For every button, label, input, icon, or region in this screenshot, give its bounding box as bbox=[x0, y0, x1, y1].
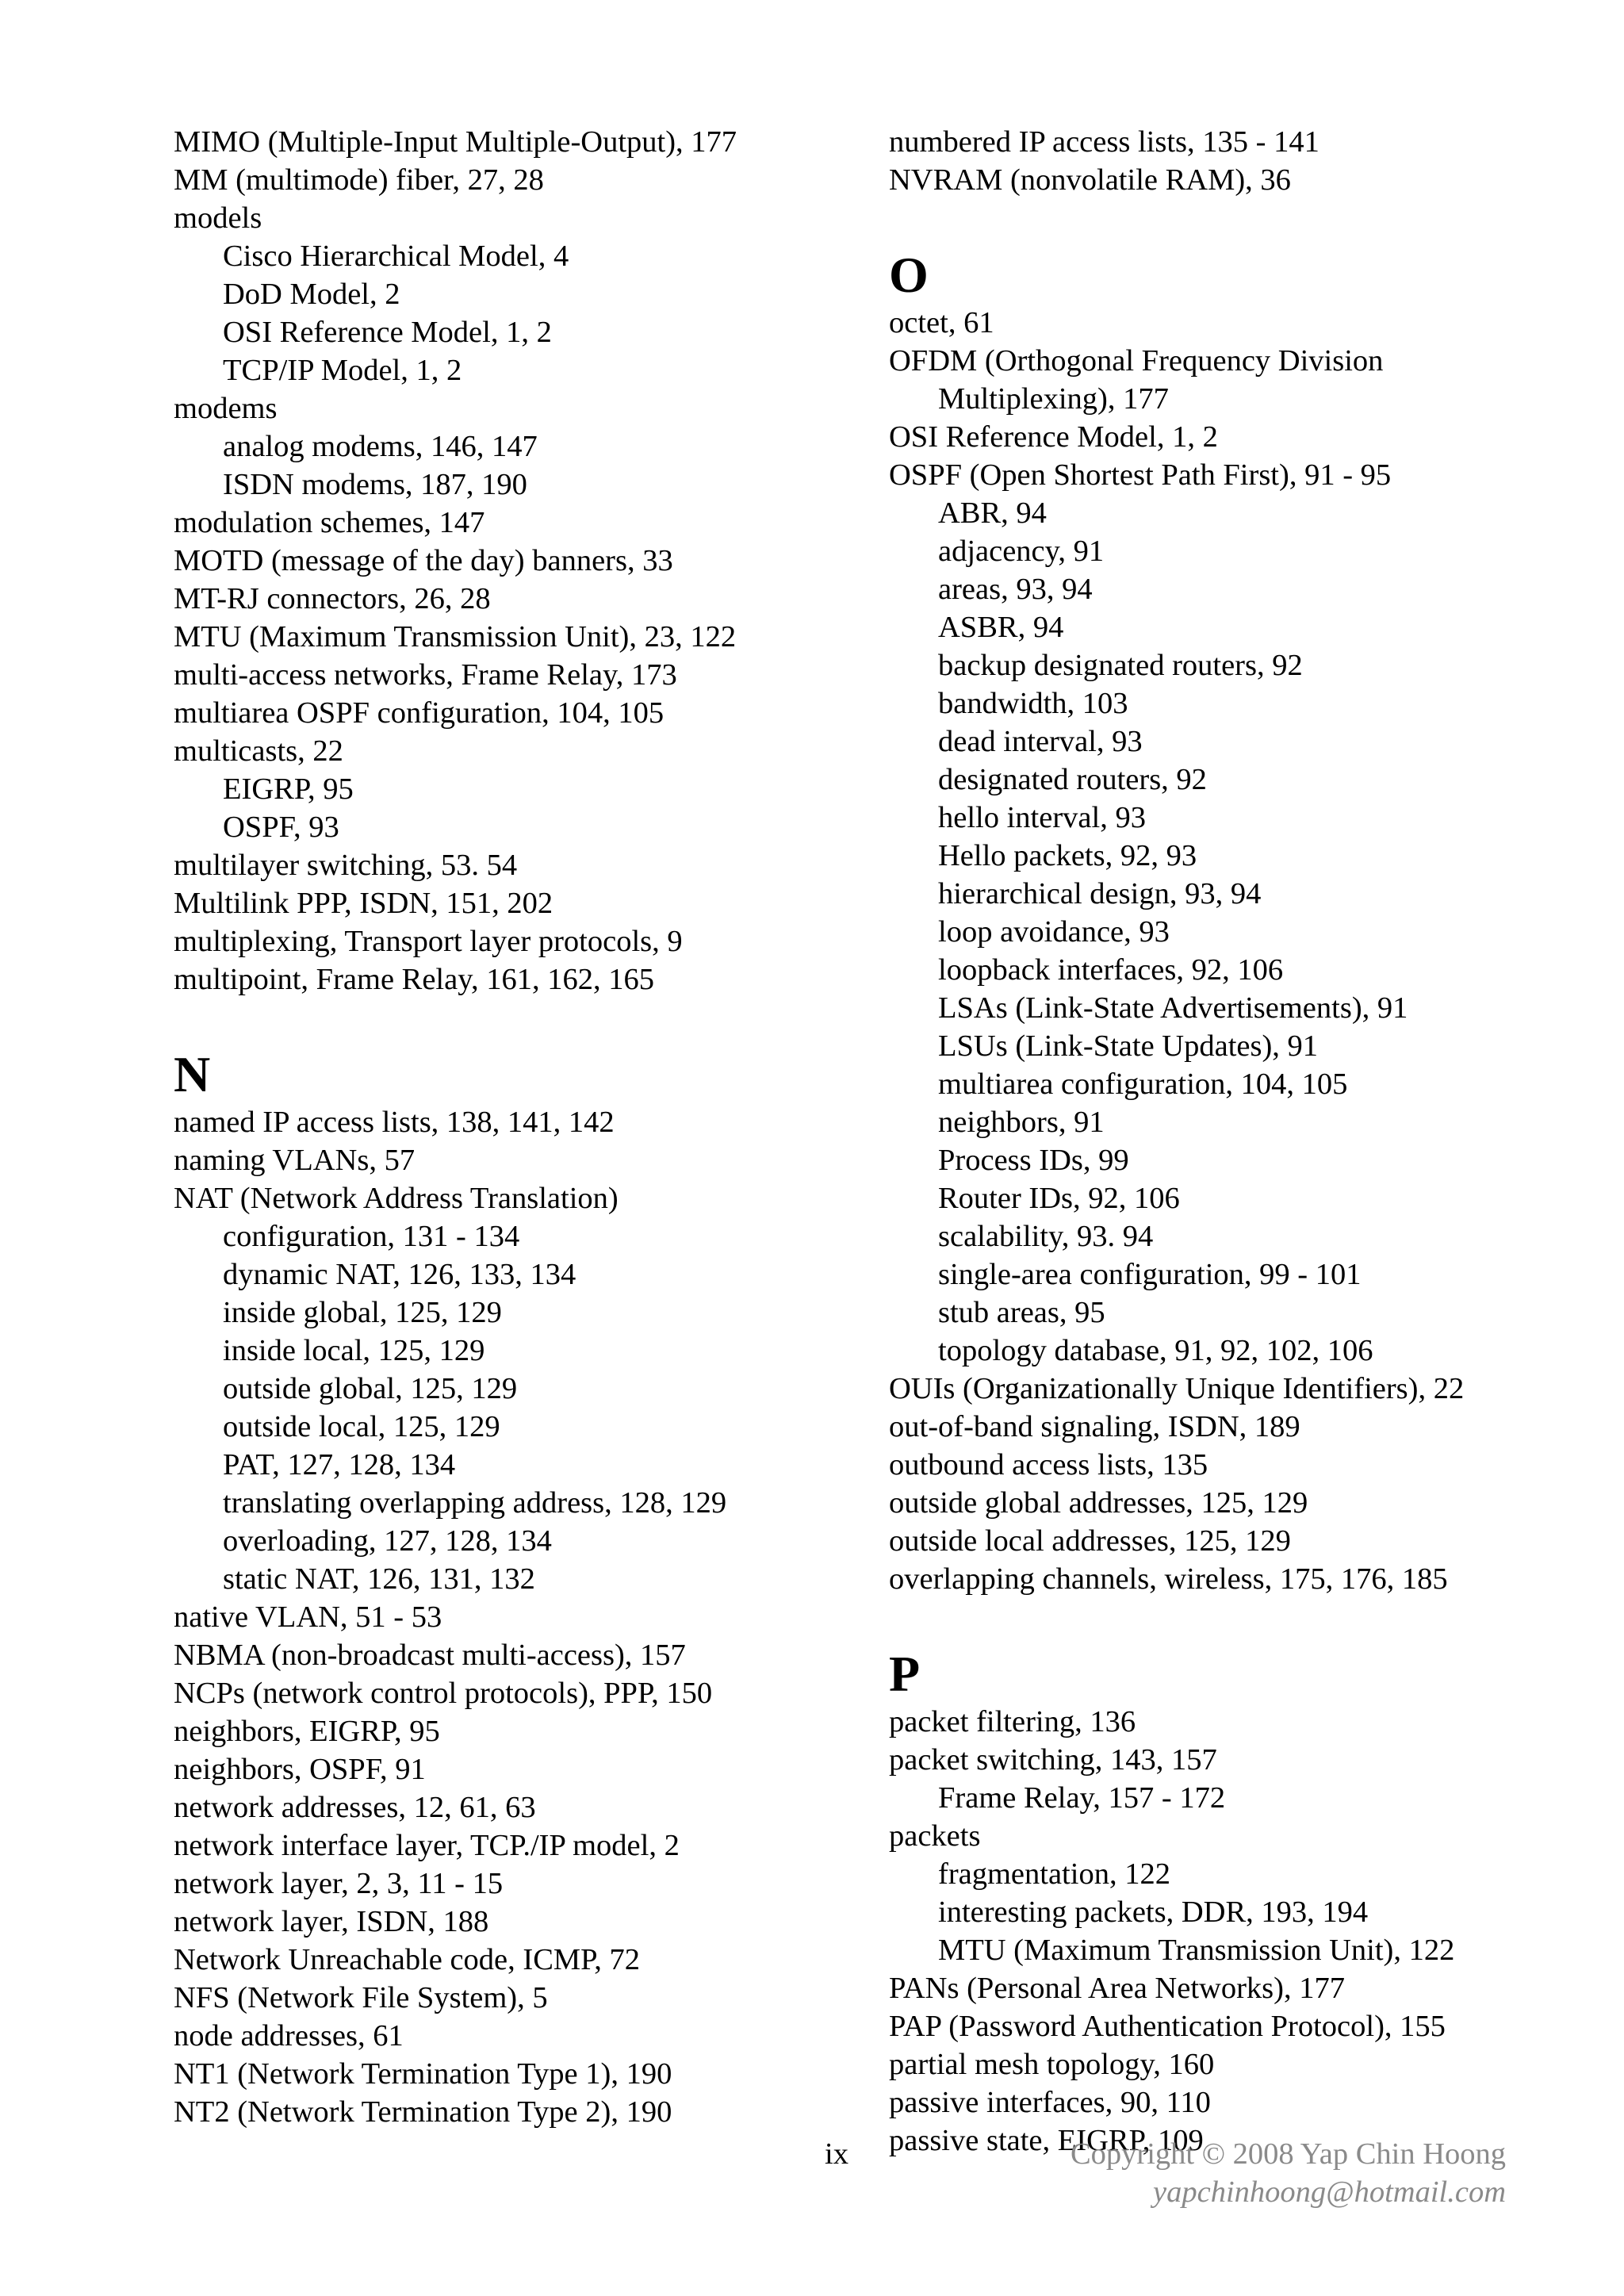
index-entry: passive interfaces, 90, 110 bbox=[889, 2086, 1211, 2119]
index-subentry: designated routers, 92 bbox=[938, 763, 1207, 796]
footer bbox=[1071, 2135, 1506, 2211]
index-entry: outside global addresses, 125, 129 bbox=[889, 1486, 1308, 1520]
index-entry: network addresses, 12, 61, 63 bbox=[174, 1791, 536, 1824]
index-subentry: dead interval, 93 bbox=[938, 725, 1143, 758]
index-subentry: hello interval, 93 bbox=[938, 801, 1146, 834]
index-subentry: ABR, 94 bbox=[938, 496, 1047, 530]
footer-copyright: Copyright © 2008 Yap Chin Hoong bbox=[1070, 2137, 1506, 2171]
index-entry: MTU (Maximum Transmission Unit), 23, 122 bbox=[174, 620, 737, 654]
index-column-left bbox=[174, 123, 840, 2131]
section-spacer bbox=[889, 199, 1555, 237]
index-entry: out-of-band signaling, ISDN, 189 bbox=[889, 1410, 1300, 1443]
index-entry: modems bbox=[174, 392, 278, 425]
index-entry: NVRAM (nonvolatile RAM), 36 bbox=[889, 163, 1291, 197]
index-subentry: outside global, 125, 129 bbox=[223, 1372, 518, 1405]
index-entry: naming VLANs, 57 bbox=[174, 1144, 416, 1177]
index-subentry: topology database, 91, 92, 102, 106 bbox=[938, 1334, 1373, 1367]
section-spacer bbox=[889, 1598, 1555, 1636]
index-subentry: Process IDs, 99 bbox=[938, 1144, 1129, 1177]
index-entry: modulation schemes, 147 bbox=[174, 506, 485, 539]
index-entry: multiarea OSPF configuration, 104, 105 bbox=[174, 696, 665, 730]
index-subentry: PAT, 127, 128, 134 bbox=[223, 1448, 456, 1481]
index-entry: overlapping channels, wireless, 175, 176, 185 bbox=[889, 1562, 1448, 1596]
index-entry: MIMO (Multiple-Input Multiple-Output), 177 bbox=[174, 125, 737, 159]
index-entry: OUIs (Organizationally Unique Identifiers), 22 bbox=[889, 1372, 1465, 1405]
index-entry: multi-access networks, Frame Relay, 173 bbox=[174, 658, 677, 692]
section-spacer bbox=[174, 999, 840, 1037]
index-subentry: multiarea configuration, 104, 105 bbox=[938, 1068, 1348, 1101]
index-entry: OSI Reference Model, 1, 2 bbox=[889, 420, 1218, 454]
index-entry: neighbors, OSPF, 91 bbox=[174, 1753, 426, 1786]
index-subentry: ISDN modems, 187, 190 bbox=[223, 468, 527, 501]
index-entry: outside local addresses, 125, 129 bbox=[889, 1524, 1291, 1558]
index-subentry: EIGRP, 95 bbox=[223, 772, 354, 806]
index-subentry: areas, 93, 94 bbox=[938, 573, 1093, 606]
index-entry: OFDM (Orthogonal Frequency Division bbox=[889, 344, 1384, 378]
index-entry: numbered IP access lists, 135 - 141 bbox=[889, 125, 1320, 159]
footer-email: yapchinhoong@hotmail.com bbox=[1153, 2175, 1506, 2209]
index-subentry: overloading, 127, 128, 134 bbox=[223, 1524, 552, 1558]
index-entry: packet filtering, 136 bbox=[889, 1705, 1136, 1738]
index-entry: octet, 61 bbox=[889, 306, 994, 339]
index-entry: multilayer switching, 53. 54 bbox=[174, 849, 518, 882]
index-entry: NAT (Network Address Translation) bbox=[174, 1182, 619, 1215]
index-subentry: DoD Model, 2 bbox=[223, 278, 400, 311]
index-entry: multipoint, Frame Relay, 161, 162, 165 bbox=[174, 963, 654, 996]
index-column-right bbox=[889, 123, 1555, 2160]
index-subentry: inside local, 125, 129 bbox=[223, 1334, 485, 1367]
page-number: ix bbox=[825, 2137, 848, 2171]
index-subentry: LSUs (Link-State Updates), 91 bbox=[938, 1029, 1319, 1063]
index-entry: partial mesh topology, 160 bbox=[889, 2048, 1215, 2081]
index-entry: NT2 (Network Termination Type 2), 190 bbox=[174, 2095, 672, 2129]
index-entry: NFS (Network File System), 5 bbox=[174, 1981, 548, 2014]
index-subentry: Cisco Hierarchical Model, 4 bbox=[223, 240, 569, 273]
index-subentry: static NAT, 126, 131, 132 bbox=[223, 1562, 535, 1596]
index-subentry: analog modems, 146, 147 bbox=[223, 430, 538, 463]
index-subentry: loop avoidance, 93 bbox=[938, 915, 1170, 949]
index-subentry: Hello packets, 92, 93 bbox=[938, 839, 1197, 872]
index-subentry: loopback interfaces, 92, 106 bbox=[938, 953, 1284, 987]
index-entry: network layer, ISDN, 188 bbox=[174, 1905, 489, 1938]
index-subentry: interesting packets, DDR, 193, 194 bbox=[938, 1895, 1369, 1929]
index-subentry: MTU (Maximum Transmission Unit), 122 bbox=[938, 1934, 1455, 1967]
index-subentry: backup designated routers, 92 bbox=[938, 649, 1303, 682]
index-subentry: OSI Reference Model, 1, 2 bbox=[223, 316, 552, 349]
index-entry: MM (multimode) fiber, 27, 28 bbox=[174, 163, 544, 197]
index-subentry: translating overlapping address, 128, 129 bbox=[223, 1486, 727, 1520]
index-entry: network layer, 2, 3, 11 - 15 bbox=[174, 1867, 504, 1900]
index-subentry: outside local, 125, 129 bbox=[223, 1410, 500, 1443]
index-entry: MOTD (message of the day) banners, 33 bbox=[174, 544, 673, 577]
index-entry: Multilink PPP, ISDN, 151, 202 bbox=[174, 887, 553, 920]
index-entry: node addresses, 61 bbox=[174, 2019, 404, 2053]
index-subentry: adjacency, 91 bbox=[938, 535, 1105, 568]
index-entry: models bbox=[174, 201, 262, 235]
index-entry: NCPs (network control protocols), PPP, 150 bbox=[174, 1677, 713, 1710]
index-entry: PANs (Personal Area Networks), 177 bbox=[889, 1972, 1345, 2005]
index-entry: NBMA (non-broadcast multi-access), 157 bbox=[174, 1639, 686, 1672]
index-entry: Network Unreachable code, ICMP, 72 bbox=[174, 1943, 641, 1976]
index-subentry: hierarchical design, 93, 94 bbox=[938, 877, 1262, 910]
index-entry: outbound access lists, 135 bbox=[889, 1448, 1208, 1481]
index-subentry: fragmentation, 122 bbox=[938, 1857, 1170, 1891]
index-subentry: neighbors, 91 bbox=[938, 1106, 1105, 1139]
index-entry: packets bbox=[889, 1819, 981, 1853]
index-subentry: inside global, 125, 129 bbox=[223, 1296, 502, 1329]
index-subentry: bandwidth, 103 bbox=[938, 687, 1128, 720]
section-letter-heading: O bbox=[889, 247, 929, 303]
index-subentry: Multiplexing), 177 bbox=[938, 382, 1169, 416]
index-entry: named IP access lists, 138, 141, 142 bbox=[174, 1106, 615, 1139]
index-entry: PAP (Password Authentication Protocol), 155 bbox=[889, 2010, 1446, 2043]
index-entry: MT-RJ connectors, 26, 28 bbox=[174, 582, 491, 615]
index-entry: passive state, EIGRP, 109 bbox=[889, 2124, 1204, 2157]
section-letter-heading: P bbox=[889, 1646, 921, 1702]
index-entry: OSPF (Open Shortest Path First), 91 - 95 bbox=[889, 458, 1392, 492]
index-entry: packet switching, 143, 157 bbox=[889, 1743, 1217, 1777]
index-subentry: single-area configuration, 99 - 101 bbox=[938, 1258, 1362, 1291]
index-subentry: ASBR, 94 bbox=[938, 611, 1064, 644]
index-entry: network interface layer, TCP./IP model, 2 bbox=[174, 1829, 680, 1862]
index-entry: multiplexing, Transport layer protocols, 9 bbox=[174, 925, 683, 958]
index-subentry: OSPF, 93 bbox=[223, 811, 339, 844]
index-subentry: TCP/IP Model, 1, 2 bbox=[223, 354, 462, 387]
index-subentry: LSAs (Link-State Advertisements), 91 bbox=[938, 991, 1408, 1025]
index-subentry: Frame Relay, 157 - 172 bbox=[938, 1781, 1226, 1815]
index-subentry: scalability, 93. 94 bbox=[938, 1220, 1154, 1253]
index-entry: multicasts, 22 bbox=[174, 734, 343, 768]
index-subentry: dynamic NAT, 126, 133, 134 bbox=[223, 1258, 576, 1291]
section-letter-heading: N bbox=[174, 1046, 211, 1102]
index-entry: NT1 (Network Termination Type 1), 190 bbox=[174, 2057, 672, 2091]
index-entry: neighbors, EIGRP, 95 bbox=[174, 1715, 440, 1748]
index-subentry: configuration, 131 - 134 bbox=[223, 1220, 520, 1253]
index-subentry: stub areas, 95 bbox=[938, 1296, 1105, 1329]
index-entry: native VLAN, 51 - 53 bbox=[174, 1600, 442, 1634]
index-subentry: Router IDs, 92, 106 bbox=[938, 1182, 1180, 1215]
